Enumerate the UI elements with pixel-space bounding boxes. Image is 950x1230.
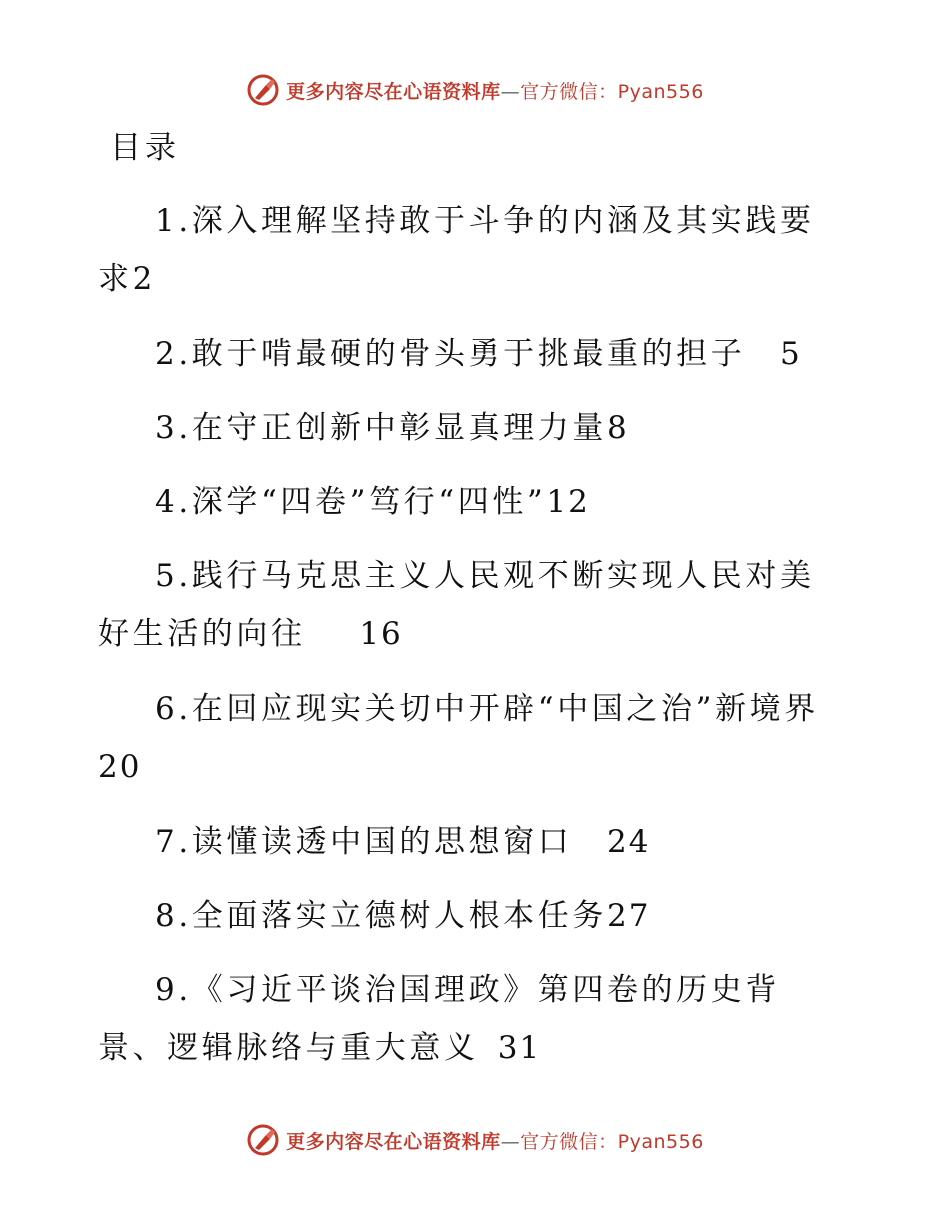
toc-entry[interactable] [98,473,843,531]
toc-entry-number: 8. [155,898,192,934]
toc-entry-number: 2. [155,336,192,372]
pen-nib-logo-icon [246,1123,280,1157]
watermark-contact: 官方微信：Pyan556 [520,80,704,103]
toc-entry-text: 全面落实立德树人根本任务 [191,898,607,934]
watermark-text [286,1127,704,1154]
toc-entry-text: 读懂读透中国的思想窗口 [191,824,573,860]
toc-entry-page: 8 [606,410,629,446]
toc-entry[interactable] [98,547,843,663]
toc-entry[interactable] [98,680,843,796]
toc-entry-page: 27 [606,898,651,934]
toc-entry-text: 《习近平谈治国理政》第四卷的历史背景、逻辑脉络与重大意义 [98,972,780,1066]
toc-entry-number: 9. [155,972,192,1008]
toc-entry-number: 7. [155,824,192,860]
watermark-main: 更多内容尽在心语资料库 [286,80,501,103]
toc-entry-number: 6. [155,691,192,727]
toc-title: 目录 [110,130,180,166]
toc-entry-page: 5 [780,336,802,372]
toc-entry-text: 敢于啃最硬的骨头勇于挑最重的担子 [191,336,746,372]
watermark-separator: — [500,1130,521,1153]
toc-entry-number: 4. [155,484,192,520]
toc-entry-text: 深学“四卷”笃行“四性” [191,484,547,520]
toc-entry-number: 5. [155,558,192,594]
toc-entry-page: 20 [98,749,142,785]
toc-entry-page: 31 [497,1030,542,1066]
toc-entry[interactable] [98,887,843,945]
toc-entry-text: 在守正创新中彰显真理力量 [191,410,607,446]
toc-entry-page: 2 [132,261,155,297]
toc-entry-text: 深入理解坚持敢于斗争的内涵及其实践要求 [98,203,815,297]
watermark-contact: 官方微信：Pyan556 [520,1130,704,1153]
toc-entry[interactable] [98,813,843,871]
toc-entry-page: 16 [359,616,403,652]
watermark-separator: — [500,80,521,103]
toc-entry-page: 12 [546,484,590,520]
pen-nib-logo-icon [246,73,280,107]
watermark-footer [0,1120,950,1160]
toc-entry[interactable] [98,961,843,1077]
watermark-header [0,70,950,110]
toc-entry-text: 践行马克思主义人民观不断实现人民对美好生活的向往 [98,558,815,652]
toc-entry-text: 在回应现实关切中开辟“中国之治”新境界 [191,691,819,727]
toc-entry-number: 1. [155,203,192,239]
toc-entry[interactable] [98,399,843,457]
watermark-text [286,77,704,104]
watermark-main: 更多内容尽在心语资料库 [286,1130,501,1153]
toc-entry[interactable] [98,192,843,308]
toc-entry[interactable] [98,325,843,383]
toc-entry-number: 3. [155,410,192,446]
toc-entry-page: 24 [607,824,651,860]
table-of-contents [98,192,843,1094]
